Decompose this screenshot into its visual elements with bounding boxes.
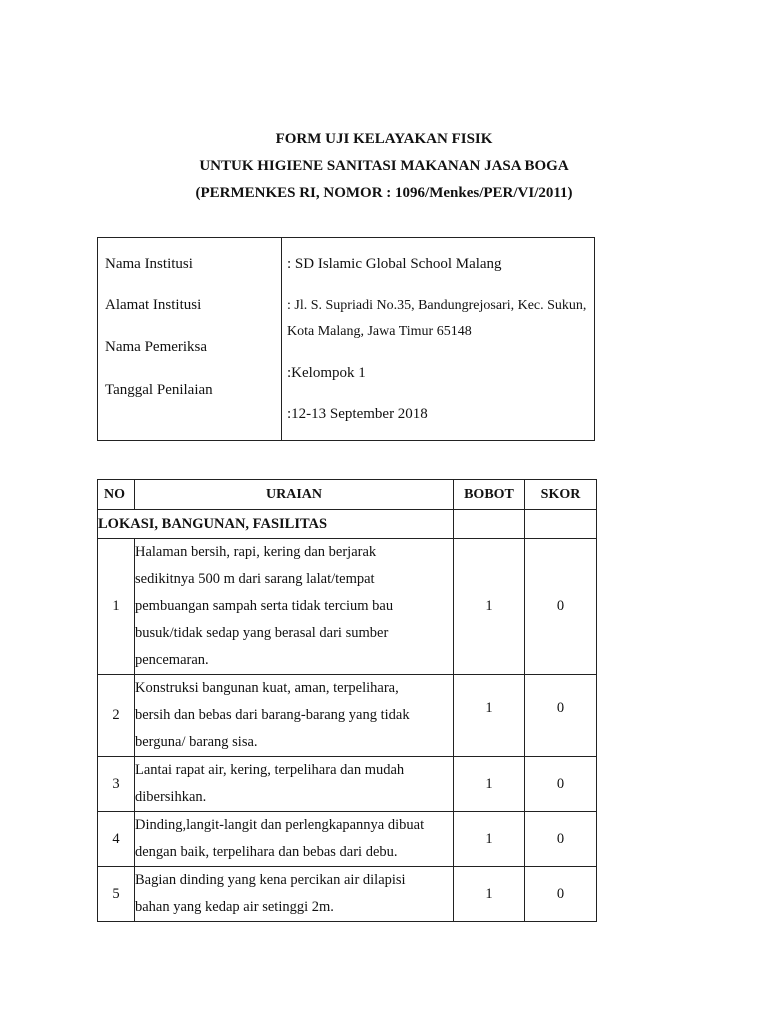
row-number: 5 xyxy=(98,867,135,922)
row-skor: 0 xyxy=(525,675,597,757)
row-description xyxy=(135,812,454,867)
regulation-reference: (PERMENKES RI, NOMOR : 1096/Menkes/PER/VI/2011) xyxy=(195,185,573,201)
description-line: sedikitnya 500 m dari sarang lalat/tempat xyxy=(135,571,375,587)
row-bobot: 1 xyxy=(454,675,525,757)
alamat-institusi-label: Alamat Institusi xyxy=(105,297,202,313)
row-skor: 0 xyxy=(525,757,597,812)
row-bobot: 1 xyxy=(454,867,525,922)
row-bobot: 1 xyxy=(454,539,525,675)
description-line: berguna/ barang sisa. xyxy=(135,734,258,750)
form-title: FORM UJI KELAYAKAN FISIK xyxy=(275,131,493,147)
description-line: Bagian dinding yang kena percikan air dilapisi xyxy=(135,872,406,888)
row-description xyxy=(135,539,454,675)
form-subtitle: UNTUK HIGIENE SANITASI MAKANAN JASA BOGA xyxy=(199,158,569,174)
header-uraian: URAIAN xyxy=(135,480,454,510)
row-skor: 0 xyxy=(525,539,597,675)
description-line: bahan yang kedap air setinggi 2m. xyxy=(135,899,334,915)
row-bobot: 1 xyxy=(454,812,525,867)
row-number: 2 xyxy=(98,675,135,757)
row-description xyxy=(135,757,454,812)
description-line: Konstruksi bangunan kuat, aman, terpelihara, xyxy=(135,680,399,696)
alamat-institusi-value-line2: Kota Malang, Jawa Timur 65148 xyxy=(287,324,472,339)
alamat-institusi-value-line1: : Jl. S. Supriadi No.35, Bandungrejosari, Kec. Sukun, xyxy=(287,298,587,313)
nama-institusi-value: : SD Islamic Global School Malang xyxy=(287,256,502,272)
nama-institusi-label: Nama Institusi xyxy=(105,256,193,272)
tanggal-penilaian-value: :12-13 September 2018 xyxy=(287,406,428,422)
assessment-table xyxy=(97,479,597,922)
description-line: dibersihkan. xyxy=(135,789,207,805)
section-title: LOKASI, BANGUNAN, FASILITAS xyxy=(98,510,454,539)
description-line: Halaman bersih, rapi, kering dan berjarak xyxy=(135,544,377,560)
row-number: 1 xyxy=(98,539,135,675)
description-line: Lantai rapat air, kering, terpelihara dan mudah xyxy=(135,762,405,778)
table-row xyxy=(98,675,597,757)
row-number: 3 xyxy=(98,757,135,812)
description-line: pembuangan sampah serta tidak tercium bau xyxy=(135,598,394,614)
section-row xyxy=(98,510,597,539)
table-row xyxy=(98,539,597,675)
header-bobot: BOBOT xyxy=(454,480,525,510)
row-skor: 0 xyxy=(525,812,597,867)
table-row xyxy=(98,757,597,812)
description-line: Dinding,langit-langit dan perlengkapannya dibuat xyxy=(135,817,425,833)
info-divider xyxy=(281,238,282,440)
header-no: NO xyxy=(98,480,135,510)
table-header-row xyxy=(98,480,597,510)
description-line: busuk/tidak sedap yang berasal dari sumber xyxy=(135,625,389,641)
table-row xyxy=(98,867,597,922)
description-line: pencemaran. xyxy=(135,652,209,668)
row-description xyxy=(135,867,454,922)
row-bobot: 1 xyxy=(454,757,525,812)
section-bobot-empty xyxy=(454,510,525,539)
row-description xyxy=(135,675,454,757)
table-row xyxy=(98,812,597,867)
row-number: 4 xyxy=(98,812,135,867)
row-skor: 0 xyxy=(525,867,597,922)
assessment-table-wrap xyxy=(97,479,596,922)
header-skor: SKOR xyxy=(525,480,597,510)
institution-info-box xyxy=(97,237,595,441)
nama-pemeriksa-value: :Kelompok 1 xyxy=(287,365,366,381)
nama-pemeriksa-label: Nama Pemeriksa xyxy=(105,339,208,355)
section-skor-empty xyxy=(525,510,597,539)
description-line: dengan baik, terpelihara dan bebas dari debu. xyxy=(135,844,398,860)
description-line: bersih dan bebas dari barang-barang yang tidak xyxy=(135,707,410,723)
tanggal-penilaian-label: Tanggal Penilaian xyxy=(105,382,213,398)
